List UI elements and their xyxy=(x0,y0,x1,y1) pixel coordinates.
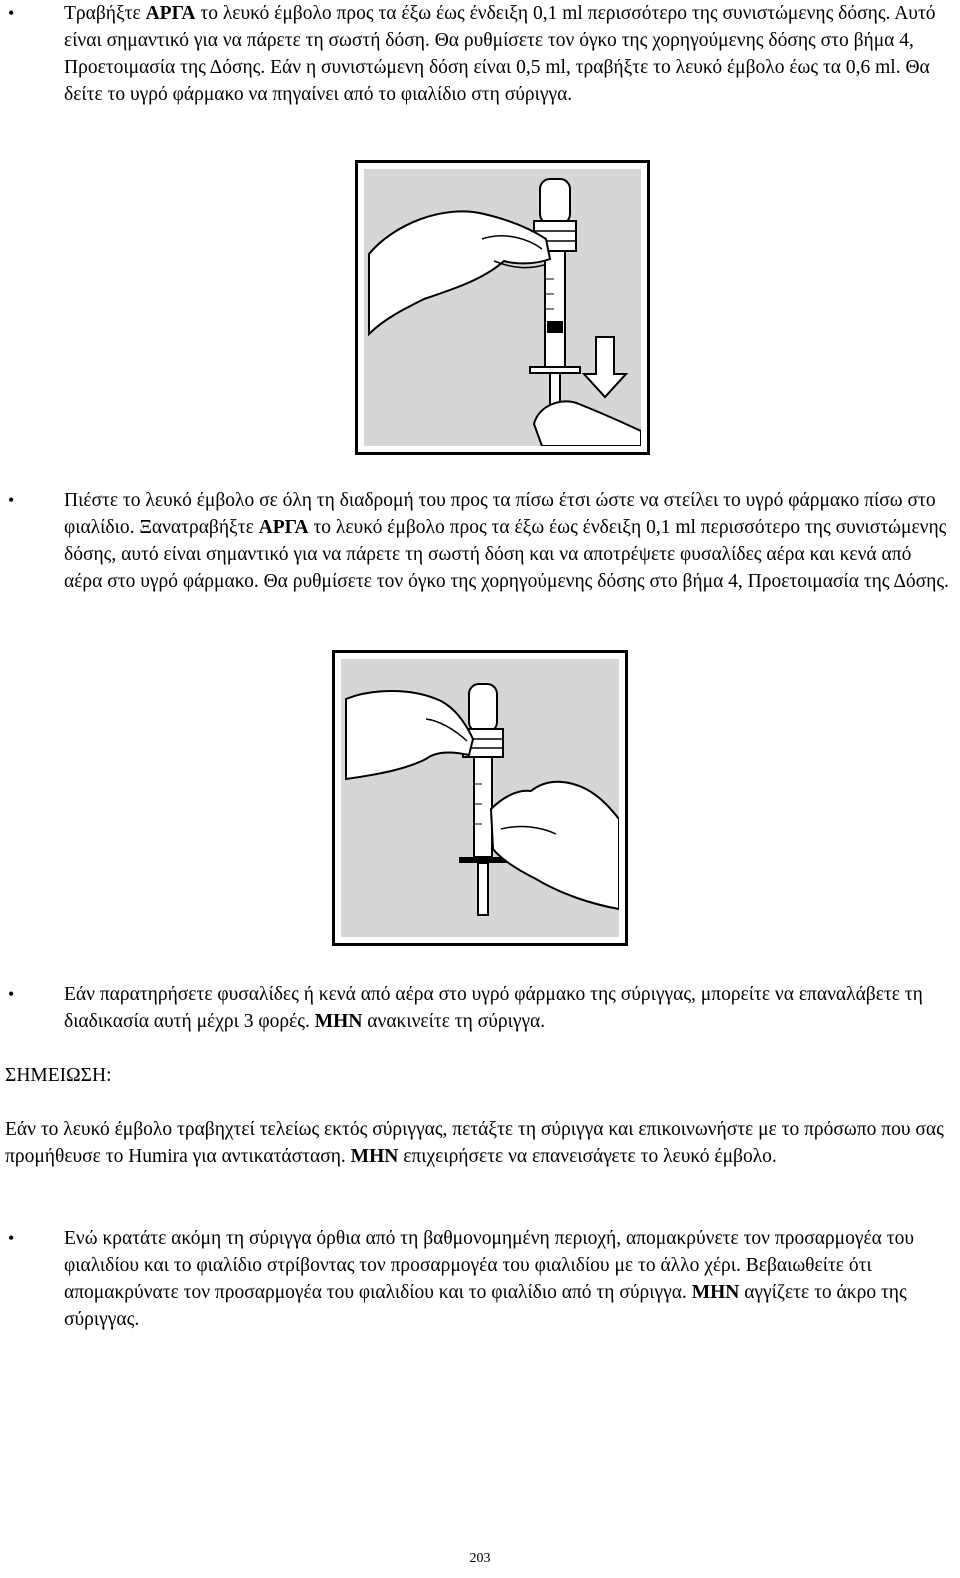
text-run: Εάν παρατηρήσετε φυσαλίδες ή κενά από αέρα στο υγρό φάρμακο της σύριγγας, μπορείτε να επαναλάβετε τη διαδικασία αυτή μέχρι 3 φορές. xyxy=(64,984,923,1032)
bullet-marker: • xyxy=(8,984,15,1004)
text-run: Εάν το λευκό έμβολο τραβηχτεί τελείως εκτός σύριγγας, πετάξτε τη σύριγγα και επικοινωνήστε με το πρόσωπο που σας προμήθευσε το Humira για αντικατάσταση. xyxy=(5,1119,944,1167)
text-run: το λευκό έμβολο προς τα έξω έως ένδειξη 0,1 ml περισσότερο της συνιστώμενης δόσης, αυτό είναι σημαντικό για να πάρετε τη σωστή δόση και να αποτρέψετε φυσαλίδες αέρα και κενά από αέρα στο υγρό φάρμακο. Θα ρυθμίσετε τον όγκο της χορηγούμενης δόσης στο βήμα 4, Προετοιμασία της Δόσης. xyxy=(64,517,949,592)
text-run: ανακινείτε τη σύριγγα. xyxy=(362,1011,546,1032)
text-run: Τραβήξτε xyxy=(64,3,146,24)
page-number: 203 xyxy=(469,1551,491,1566)
instruction-text xyxy=(64,1225,949,1333)
note-text xyxy=(5,1116,950,1170)
emphasis-text: ΜΗΝ xyxy=(691,1282,740,1303)
illustration-draw-medicine xyxy=(355,160,650,455)
illustration-push-and-redraw xyxy=(332,650,628,946)
emphasis-text: ΜΗΝ xyxy=(350,1146,399,1167)
emphasis-text: ΑΡΓΑ xyxy=(258,517,309,538)
syringe-vial-illustration-2 xyxy=(341,659,619,937)
text-run: Ενώ κρατάτε ακόμη τη σύριγγα όρθια από τη βαθμονομημένη περιοχή, απομακρύνετε τον προσαρμογέα του φιαλιδίου και το φιαλίδιο στρίβοντας τον προσαρμογέα του φιαλιδίου με το άλλο χέρι. Βεβαιωθείτε ότι απομακρύνατε τον προσαρμογέα του φιαλιδίου και το φιαλίδιο από τη σύριγγα. xyxy=(64,1228,914,1303)
emphasis-text: ΜΗΝ xyxy=(314,1011,363,1032)
emphasis-text: ΑΡΓΑ xyxy=(145,3,196,24)
bullet-marker: • xyxy=(8,3,15,23)
bullet-marker: • xyxy=(8,1228,15,1248)
instruction-text xyxy=(64,0,949,108)
text-run: το λευκό έμβολο προς τα έξω έως ένδειξη 0,1 ml περισσότερο της συνιστώμενης δόσης. Αυτό είναι σημαντικό για να πάρετε τη σωστή δόση. Θα ρυθμίσετε τον όγκο της χορηγούμενης δόσης στο βήμα 4, Προετοιμασία της Δόσης. Εάν η συνιστώμενη δόση είναι 0,5 ml, τραβήξτε το λευκό έμβολο έως τα 0,6 ml. Θα δείτε το υγρό φάρμακο να πηγαίνει από το φιαλίδιο στη σύριγγα. xyxy=(64,3,936,105)
text-run: Πιέστε το λευκό έμβολο σε όλη τη διαδρομή του προς τα πίσω έτσι ώστε να στείλει το υγρό φάρμακο πίσω στο φιαλίδιο. Ξανατραβήξτε xyxy=(64,490,936,538)
text-run: επιχειρήσετε να επανεισάγετε το λευκό έμβολο. xyxy=(398,1146,777,1167)
instruction-text xyxy=(64,487,949,595)
syringe-vial-illustration-1 xyxy=(364,169,641,446)
bullet-marker: • xyxy=(8,490,15,510)
text-run: αγγίζετε το άκρο της σύριγγας. xyxy=(64,1282,907,1330)
instruction-text xyxy=(64,981,949,1035)
note-heading: ΣΗΜΕΙΩΣΗ: xyxy=(5,1065,112,1086)
